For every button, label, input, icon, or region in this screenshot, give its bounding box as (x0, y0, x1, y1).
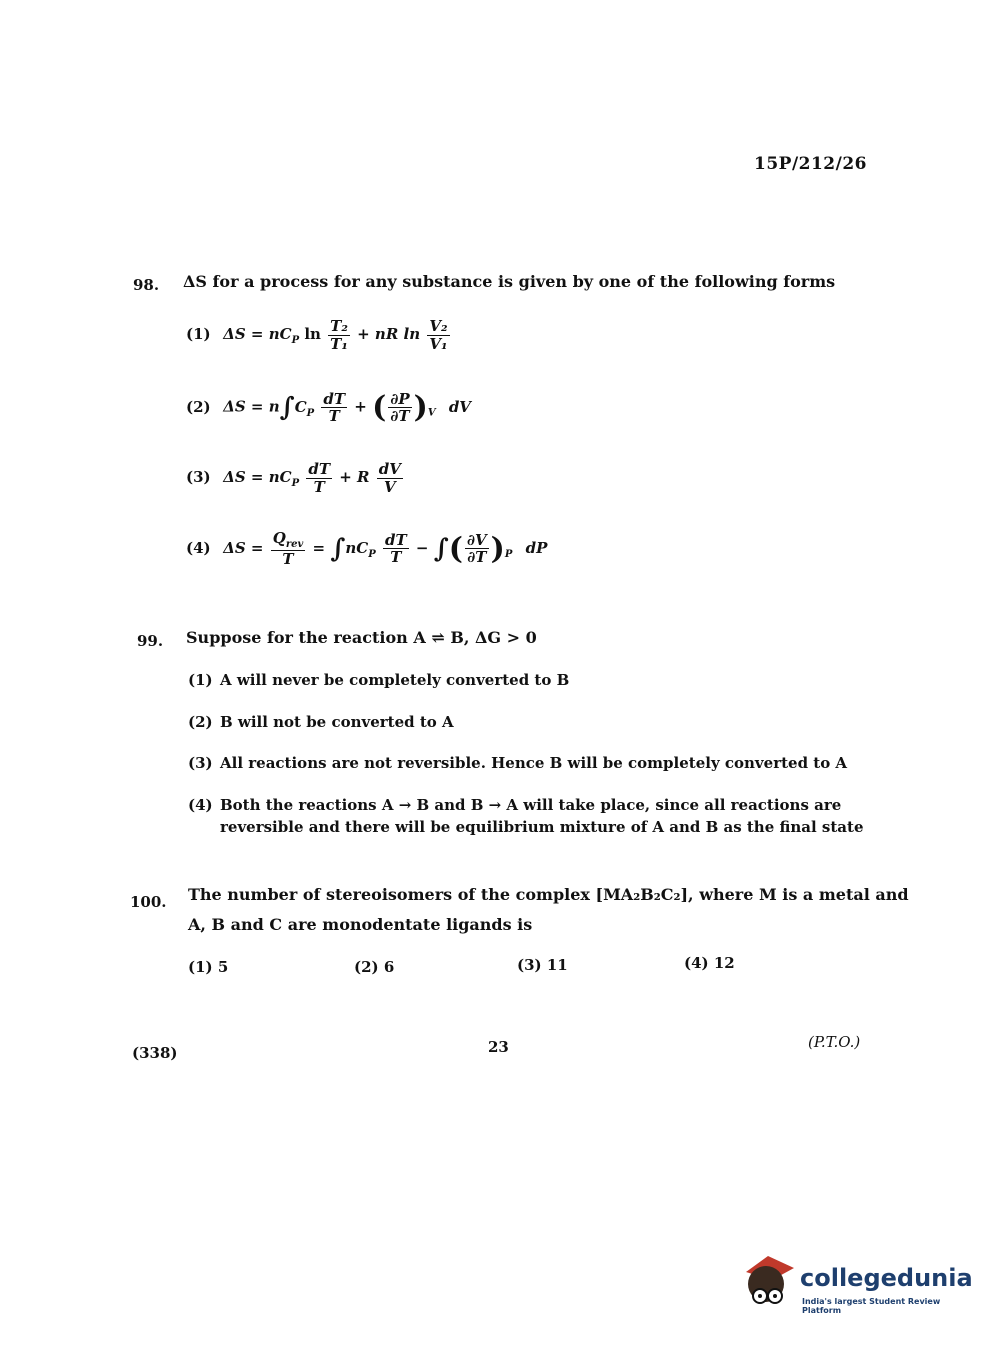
q99-option-4: (4) Both the reactions A → B and B → A will take place, since all reactions are (188, 796, 842, 814)
q98-option-1: (1) $\Delta S = nC_P$ ln $\frac{\text{T₂}}{\text{T₁}}$ + nR ln $\frac{\text{V₂}}{\text{V₁}}$ (186, 317, 448, 353)
logo-tagline: India's largest Student Review Platform (802, 1297, 941, 1315)
q99-option-2: (2) B will not be converted to A (188, 713, 454, 731)
paper-code: 15P/212/26 (754, 154, 868, 174)
footer-code: (338) (132, 1044, 178, 1062)
q98-option-4: (4) ΔS = $\frac{Q_{rev}}{T}$ = $\int nC_P$ $\frac{dT}{T}$ − ∫( $\frac{\partial V}{\partial T}$ )$_P$ dP (186, 529, 548, 568)
question-100-text-line2: A, B and C are monodentate ligands is (188, 915, 533, 934)
q100-option-4: (4) 12 (684, 954, 735, 972)
q100-option-2: (2) 6 (354, 958, 395, 976)
question-99-number: 99. (137, 632, 164, 650)
q98-option-2: (2) $\Delta S = n\int C_P$ $\frac{dT}{T}$ + ( $\frac{\partial P}{\partial T}$ )$_V$ dV (186, 389, 471, 425)
q98-option-3: (3) $\Delta S = nC_P$ $\frac{dT}{T}$ + R $\frac{dV}{V}$ (186, 460, 401, 496)
question-98-number: 98. (133, 276, 160, 294)
question-98-text: ΔS for a process for any substance is given by one of the following forms (183, 272, 836, 291)
q99-option-3: (3) All reactions are not reversible. Hence B will be completely converted to A (188, 754, 848, 772)
q100-option-3: (3) 11 (517, 956, 568, 974)
question-99-text: Suppose for the reaction A ⇌ B, ΔG > 0 (186, 628, 537, 647)
question-100-text: The number of stereoisomers of the complex [MA₂B₂C₂], where M is a metal and (188, 885, 909, 904)
question-100-number: 100. (130, 893, 167, 911)
page-number: 23 (488, 1038, 509, 1056)
q100-option-1: (1) 5 (188, 958, 229, 976)
mascot-icon (742, 1250, 798, 1320)
collegedunia-logo (742, 1250, 972, 1320)
q99-option-1: (1) A will never be completely converted to B (188, 671, 570, 689)
pto-label: (P.T.O.) (808, 1033, 861, 1051)
q99-option-4-line2: reversible and there will be equilibrium mixture of A and B as the final state (220, 818, 864, 836)
logo-wordmark: collegedunia (800, 1264, 973, 1292)
